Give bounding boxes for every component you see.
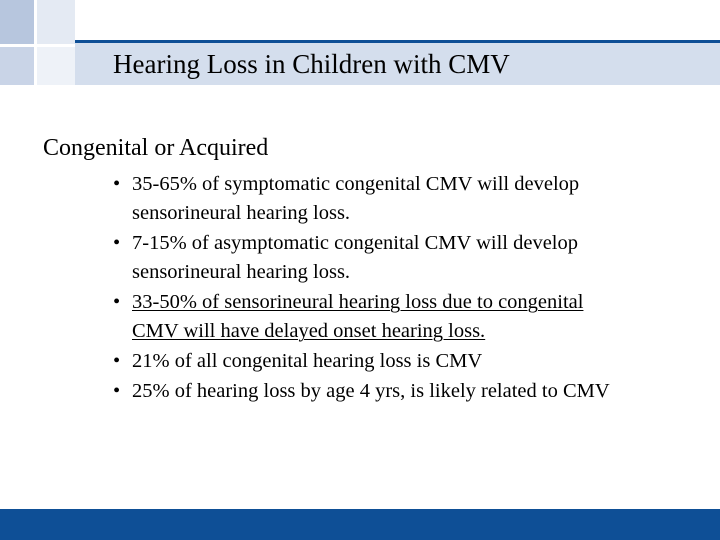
bullet-icon: •	[113, 350, 121, 372]
bullet-icon: •	[113, 232, 121, 254]
section-heading: Congenital or Acquired	[43, 135, 269, 161]
list-item	[113, 377, 623, 406]
bullet-text: 7-15% of asymptomatic congenital CMV will develop sensorineural hearing loss.	[132, 232, 578, 283]
list-item	[113, 288, 623, 346]
bullet-icon: •	[113, 173, 121, 195]
corner-square-1	[0, 0, 34, 44]
bullet-text-underlined: 33-50% of sensorineural hearing loss due to congenital CMV will have delayed onset hearing loss.	[132, 291, 584, 342]
bullet-icon: •	[113, 380, 121, 402]
list-item	[113, 229, 623, 287]
list-item	[113, 347, 623, 376]
bullet-icon: •	[113, 291, 121, 313]
corner-square-4	[37, 47, 75, 85]
corner-square-3	[0, 47, 34, 85]
title-rule	[75, 40, 720, 43]
bullet-text: 25% of hearing loss by age 4 yrs, is likely related to CMV	[132, 380, 610, 402]
bullet-list	[113, 170, 623, 407]
bullet-text: 21% of all congenital hearing loss is CMV	[132, 350, 483, 372]
slide-title: Hearing Loss in Children with CMV	[113, 49, 510, 79]
bullet-text: 35-65% of symptomatic congenital CMV will develop sensorineural hearing loss.	[132, 173, 580, 224]
footer-bar	[0, 509, 720, 540]
list-item	[113, 170, 623, 228]
corner-square-2	[37, 0, 75, 44]
